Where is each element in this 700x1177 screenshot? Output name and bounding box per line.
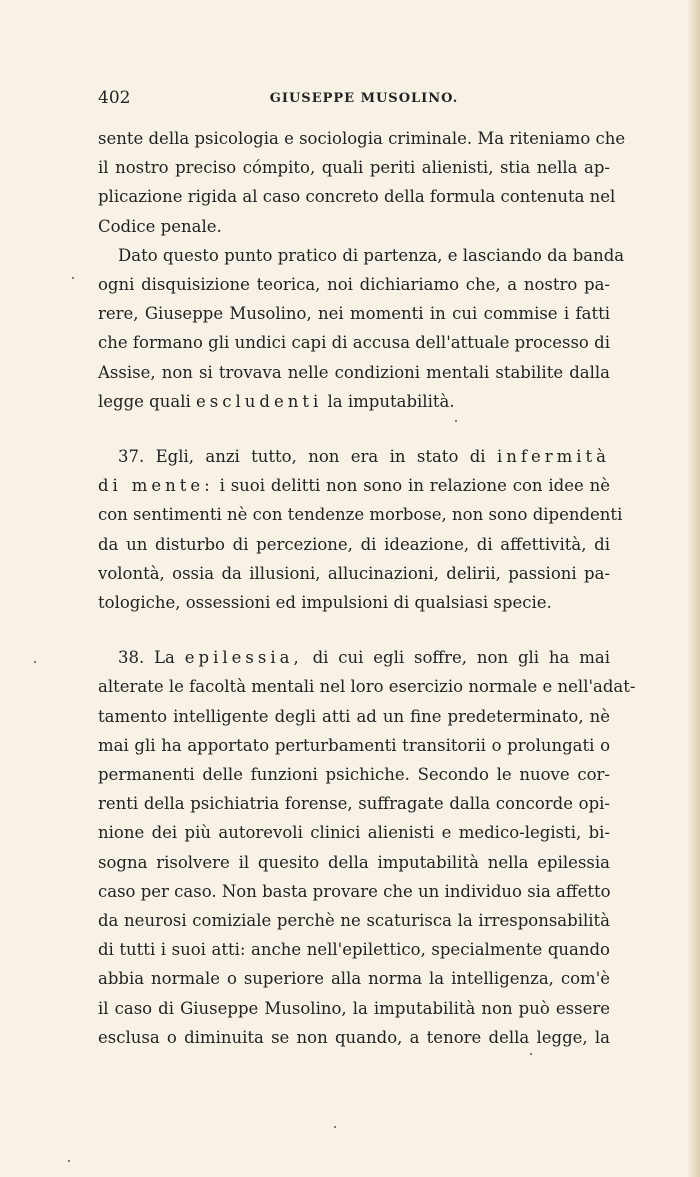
text-line [98, 643, 610, 672]
text-line: con sentimenti nè con tendenze morbose, non sono dipendenti [98, 505, 623, 525]
text-span: 38. La [118, 648, 175, 668]
text-line: volontà, ossia da illusioni, allucinazioni, delirii, passioni pa- [98, 563, 610, 583]
paragraph-38 [98, 643, 636, 1052]
paragraph-37 [98, 442, 623, 617]
text-span: 37. Egli, anzi tutto, non era in stato di [118, 447, 486, 467]
text-line: tologiche, ossessioni ed impulsioni di qualsiasi specie. [98, 593, 552, 613]
scan-speck [455, 420, 457, 422]
emphasized-word: escludenti [196, 391, 323, 411]
scan-speck [334, 1126, 336, 1128]
text-line: tamento intelligente degli atti ad un fine predeterminato, nè [98, 706, 610, 726]
body-text [98, 124, 636, 1052]
text-line: Assise, non si trovava nelle condizioni mentali stabilite dalla [98, 362, 610, 382]
text-line: nione dei più autorevoli clinici alienisti e medico-legisti, bi- [98, 823, 610, 843]
text-line: Dato questo punto pratico di partenza, e lasciando da banda [118, 245, 625, 265]
text-line: il caso di Giuseppe Musolino, la imputabilità non può essere [98, 998, 610, 1018]
text-line: permanenti delle funzioni psichiche. Secondo le nuove cor- [98, 765, 610, 785]
text-line: caso per caso. Non basta provare che un individuo sia affetto [98, 881, 611, 901]
text-line: sogna risolvere il quesito della imputabilità nella epilessia [98, 852, 610, 872]
text-line: il nostro preciso cómpito, quali periti alienisti, stia nella ap- [98, 158, 610, 178]
text-line: ogni disquisizione teorica, noi dichiariamo che, a nostro pa- [98, 275, 610, 295]
text-span: di cui egli soffre, non gli ha mai [312, 648, 610, 668]
text-line: esclusa o diminuita se non quando, a tenore della legge, la [98, 1027, 610, 1047]
scan-speck [68, 1160, 70, 1162]
text-line [98, 471, 610, 500]
text-line: di tutti i suoi atti: anche nell'epilettico, specialmente quando [98, 940, 610, 960]
paragraph-conclusion [98, 241, 625, 416]
emphasized-word: epilessia, [184, 648, 303, 668]
page-number: 402 [98, 88, 131, 108]
text-line [98, 442, 610, 471]
text-line: renti della psichiatria forense, suffragate dalla concorde opi- [98, 794, 610, 814]
text-span: legge quali [98, 391, 191, 411]
paragraph-continuation [98, 124, 626, 241]
text-line: mai gli ha apportato perturbamenti transitorii o prolungati o [98, 735, 610, 755]
page-edge-shadow [688, 0, 700, 1177]
text-line: da un disturbo di percezione, di ideazione, di affettività, di [98, 534, 610, 554]
text-line: plicazione rigida al caso concreto della formula contenuta nel [98, 187, 616, 207]
text-line: da neurosi comiziale perchè ne scaturisca la irresponsabilità [98, 911, 610, 931]
scan-speck [530, 1053, 532, 1055]
text-line: alterate le facoltà mentali nel loro esercizio normale e nell'adat- [98, 677, 636, 697]
text-line: Codice penale. [98, 216, 222, 236]
scan-speck [34, 661, 36, 663]
emphasized-word: di mente: [98, 476, 214, 496]
text-span: la imputabilità. [327, 391, 455, 411]
text-span: i suoi delitti non sono in relazione con idee nè [219, 476, 611, 496]
page-header [98, 86, 610, 110]
scan-speck [72, 277, 74, 279]
text-line: che formano gli undici capi di accusa dell'attuale processo di [98, 333, 610, 353]
text-line [98, 387, 610, 416]
text-line: rere, Giuseppe Musolino, nei momenti in cui commise i fatti [98, 304, 610, 324]
text-line: abbia normale o superiore alla norma la intelligenza, com'è [98, 969, 610, 989]
running-title: GIUSEPPE MUSOLINO. [269, 91, 459, 106]
emphasized-word: infermità [496, 447, 611, 467]
text-line: sente della psicologia e sociologia criminale. Ma riteniamo che [98, 129, 626, 148]
